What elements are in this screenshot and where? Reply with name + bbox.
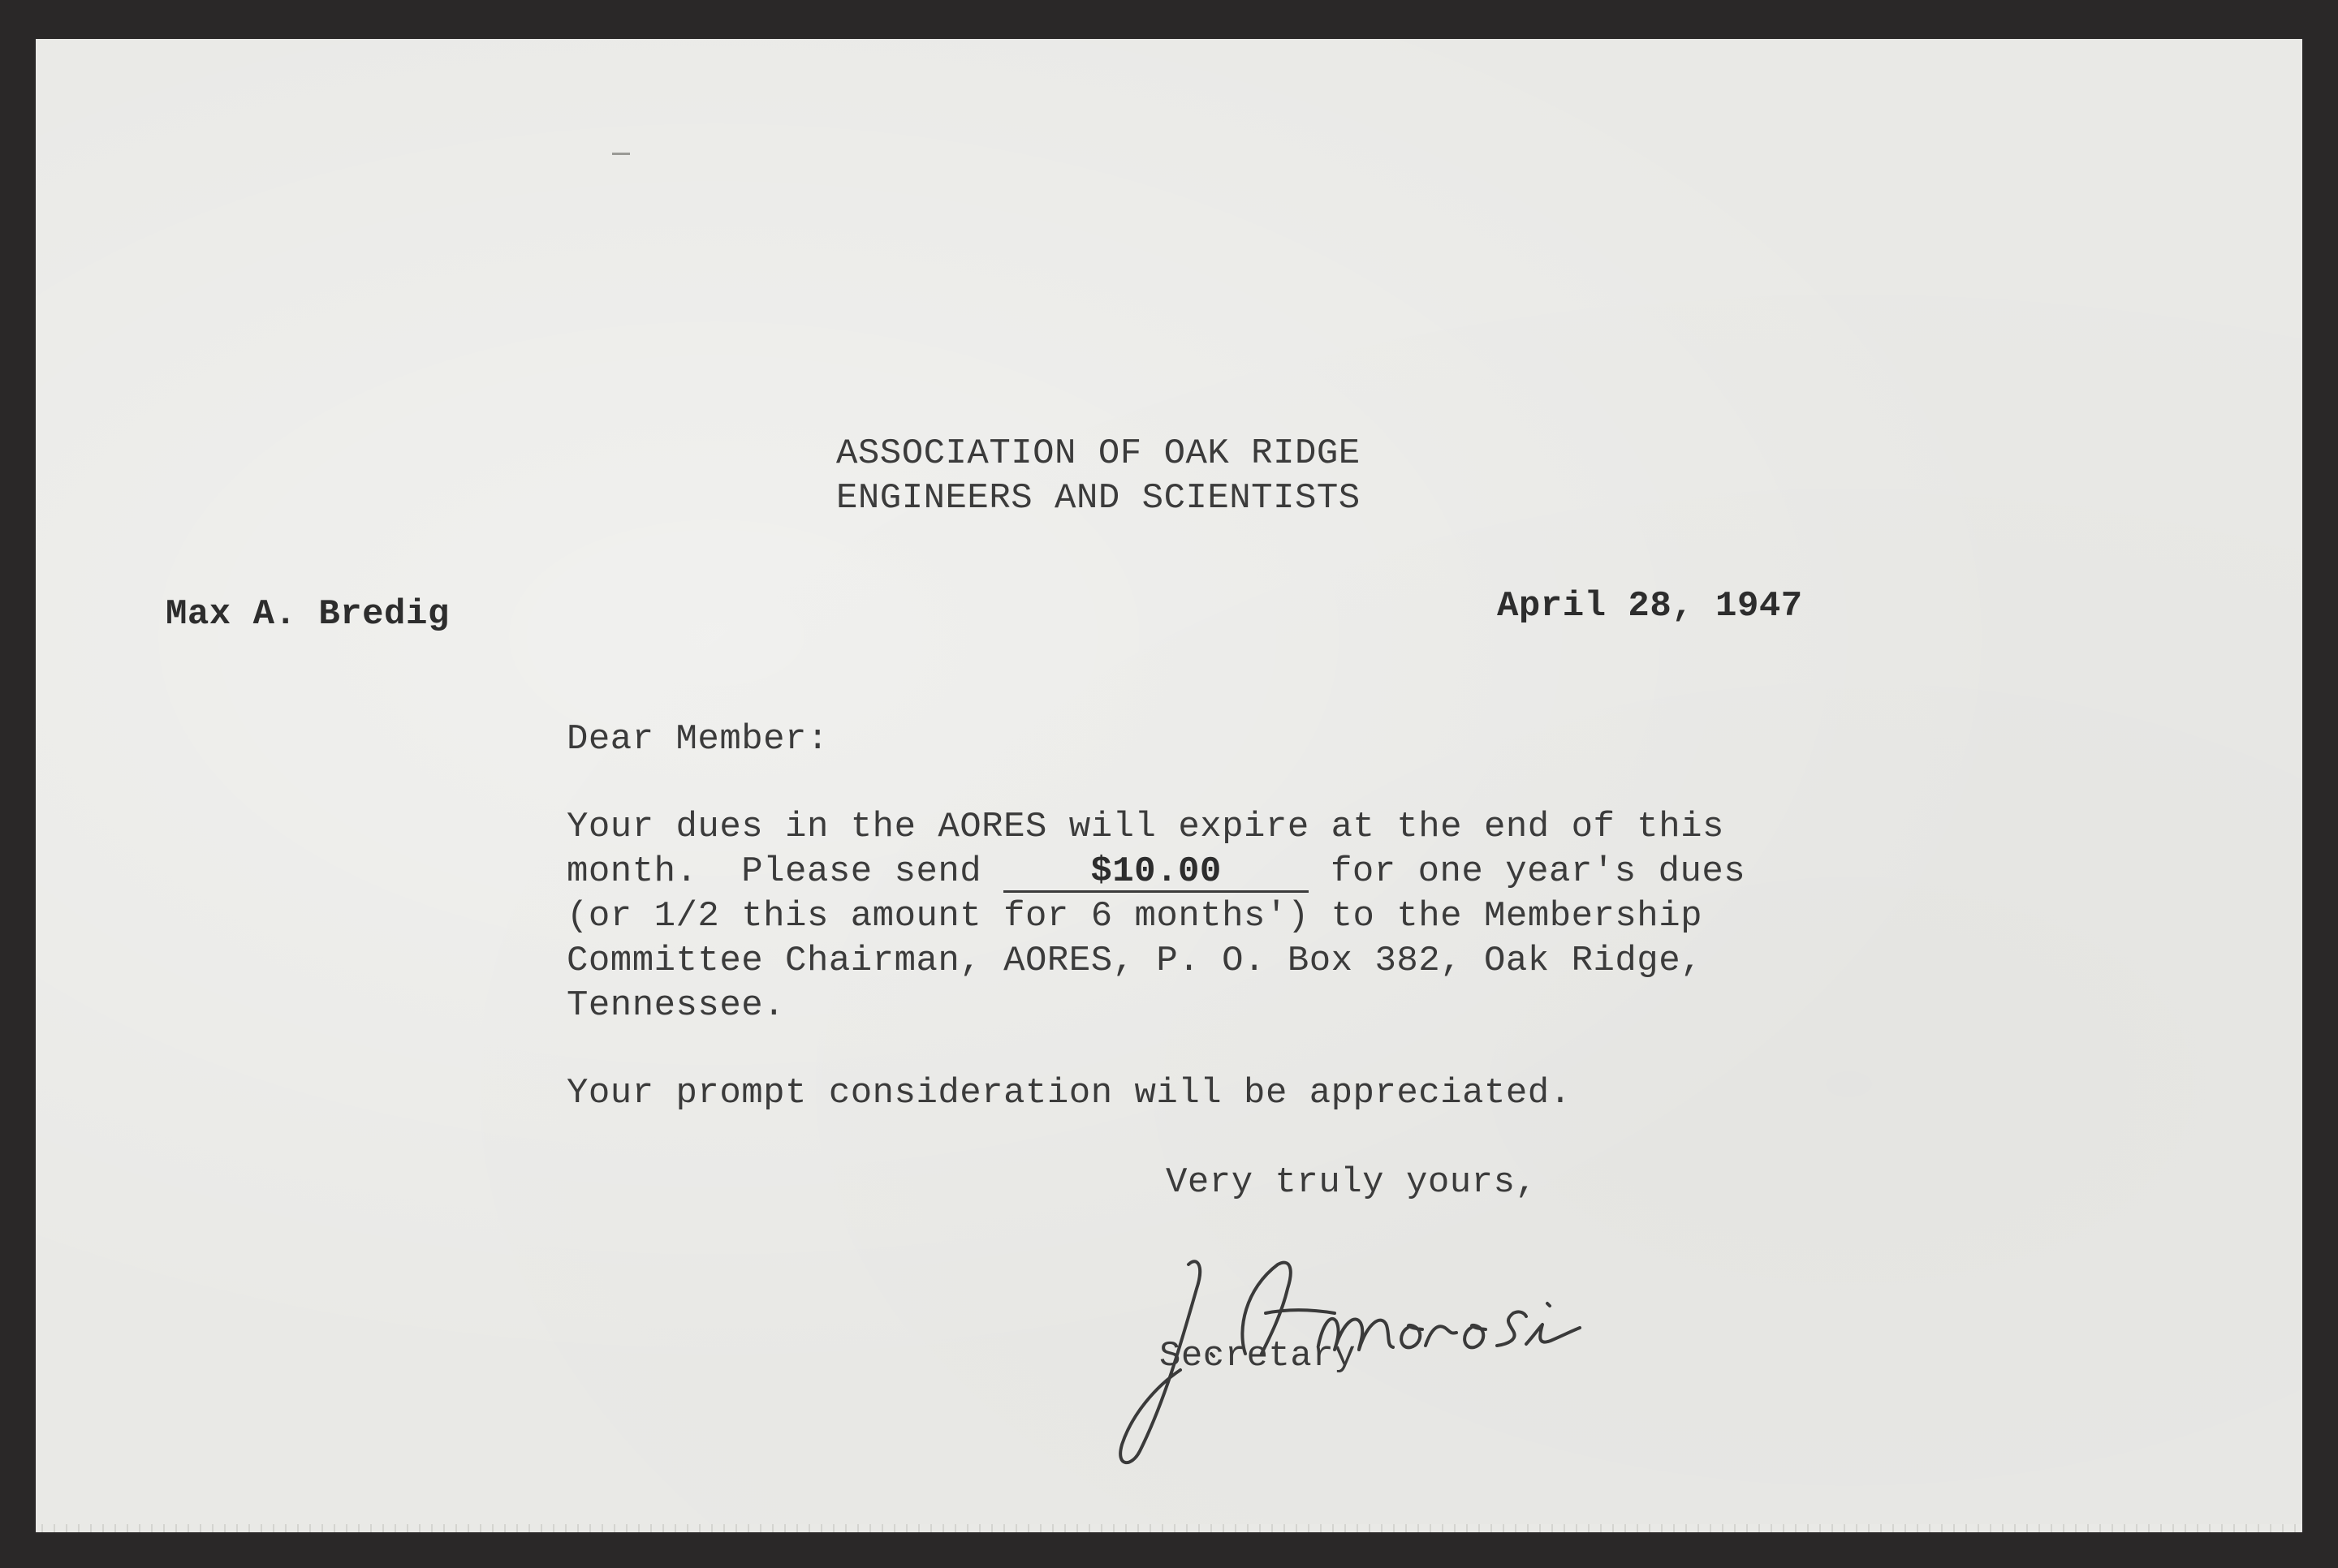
letterhead-line-1: ASSOCIATION OF OAK RIDGE	[836, 433, 1361, 474]
body-line-2-start: month. Please send	[567, 851, 1004, 892]
salutation: Dear Member:	[567, 719, 829, 760]
body-line-4: Committee Chairman, AORES, P. O. Box 382, Oak Ridge,	[567, 941, 1703, 981]
paper-speck	[612, 153, 630, 155]
dues-amount: $10.00	[1003, 853, 1309, 893]
body-line-5: Tennessee.	[567, 985, 786, 1026]
body-line-2-end: for one year's dues	[1309, 851, 1746, 892]
body-line-2	[567, 850, 1745, 894]
closing-paragraph: Your prompt consideration will be appreciated.	[567, 1073, 1572, 1114]
letterhead	[836, 432, 1361, 521]
body-line-1: Your dues in the AORES will expire at the end of this	[567, 807, 1724, 847]
body-line-3: (or 1/2 this amount for 6 months') to the Membership	[567, 896, 1703, 937]
letterhead-line-2: ENGINEERS AND SCIENTISTS	[836, 478, 1361, 519]
letter-date: April 28, 1947	[1497, 586, 1803, 627]
body-paragraph	[567, 805, 1745, 1028]
signer-title: Secretary	[1159, 1336, 1357, 1376]
recipient-name: Max A. Bredig	[166, 594, 450, 635]
paper-bottom-edge	[36, 1524, 2302, 1532]
complimentary-close: Very truly yours,	[1166, 1162, 1538, 1203]
letter-page	[36, 39, 2302, 1532]
